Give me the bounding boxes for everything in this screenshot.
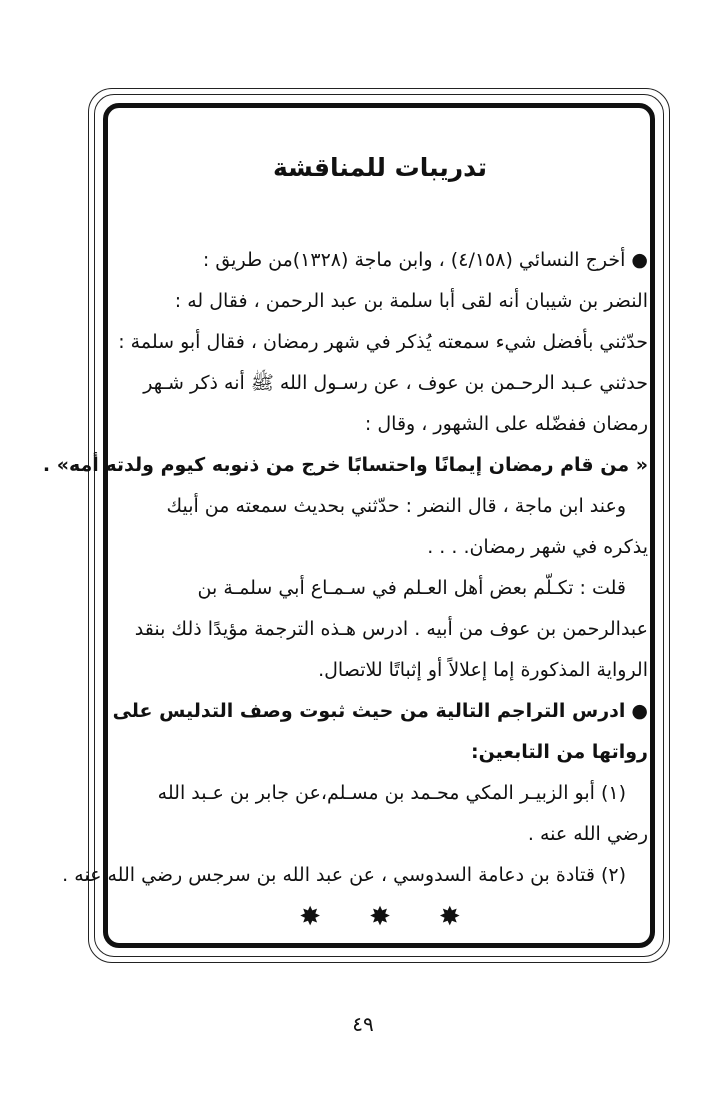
page-number: ٤٩ [352,1012,374,1036]
star-icon: ✸ [299,902,322,932]
item-2: (٢) قتادة بن دعامة السدوسي ، عن عبد الله بن سرجس رضي الله عنه . [62,864,626,886]
section-separator [112,902,648,932]
line-text: ادرس التراجم التالية من حيث ثبوت وصف التدليس على [112,700,626,722]
star-icon: ✸ [438,902,461,932]
page-title: تدريبات للمناقشة [273,153,487,182]
paragraph-4-line-1: قلت : تكـلّم بعض أهل العـلم في سـمـاع أبي سلمـة بن [197,577,626,599]
paragraph-3-line-2: يذكره في شهر رمضان. . . . [427,536,648,558]
paragraph-1-line-1 [112,240,648,281]
paragraph-4-line-3: الرواية المذكورة إما إعلالاً أو إثباتًا للاتصال. [318,659,648,681]
bullet-icon: ● [631,700,648,722]
line-text: أخرج النسائي (٤/١٥٨) ، وابن ماجة (١٣٢٨)من طريق : [202,249,626,271]
page-content [42,150,648,932]
paragraph-3-line-1: وعند ابن ماجة ، قال النضر : حدّثني بحديث سمعته من أبيك [166,495,626,517]
paragraph-4-line-2: عبدالرحمن بن عوف من أبيه . ادرس هـذه الترجمة مؤيدًا ذلك بنقد [134,618,648,640]
bullet-icon: ● [631,249,648,271]
exercise-heading-line-1 [112,691,648,732]
exercise-heading-line-2: رواتها من التابعين: [470,741,648,763]
hadith-quote: « من قام رمضان إيمانًا واحتسابًا خرج من ذنوبه كيوم ولدته أمه» . [42,454,648,476]
item-1-line-2: رضي الله عنه . [527,823,648,845]
paragraph-1-line-4: حدثني عـبد الرحـمن بن عوف ، عن رسـول الله ﷺ أنه ذكر شـهر [143,372,648,394]
paragraph-1-line-3: حدّثني بأفضل شيء سمعته يُذكر في شهر رمضان ، فقال أبو سلمة : [118,331,648,353]
paragraph-1-line-5: رمضان ففضّله على الشهور ، وقال : [364,413,648,435]
paragraph-1-line-2: النضر بن شيبان أنه لقى أبا سلمة بن عبد الرحمن ، فقال له : [174,290,648,312]
star-icon: ✸ [369,902,391,932]
item-1-line-1: (١) أبو الزبيـر المكي محـمد بن مسـلم،عن جابر بن عـبد الله [157,782,626,804]
